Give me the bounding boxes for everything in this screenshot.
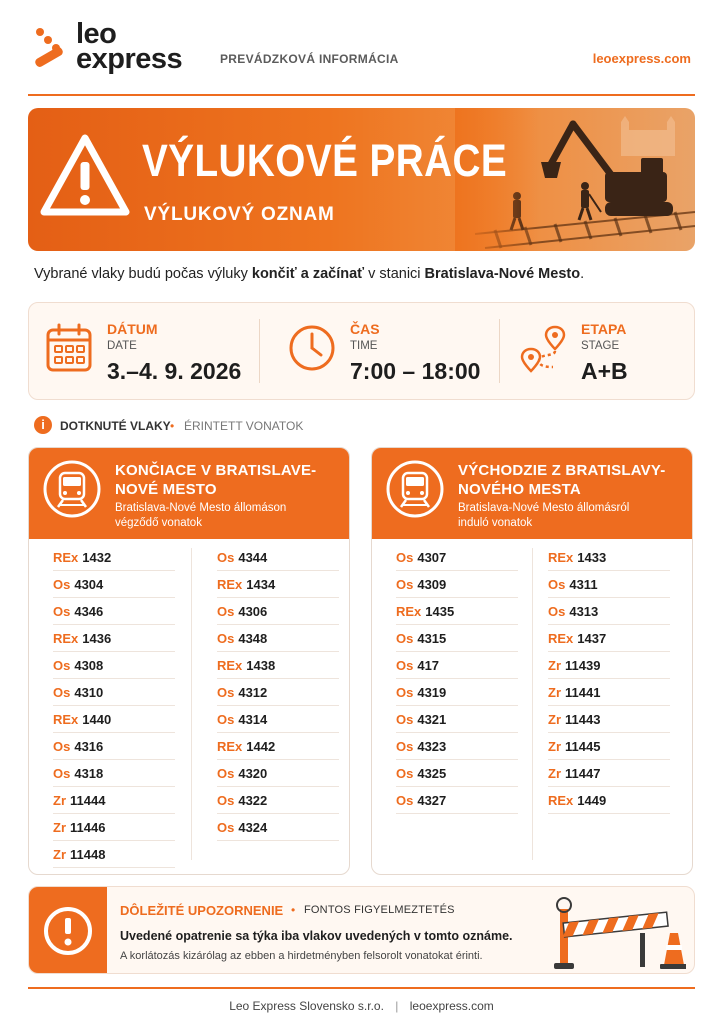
train-row (396, 679, 518, 706)
train-number: 4346 (74, 604, 104, 619)
info-icon: i (34, 416, 52, 434)
train-category: REx (396, 604, 422, 619)
affected-label-secondary: ÉRINTETT VONATOK (184, 419, 304, 433)
train-row (53, 760, 175, 787)
important-notice (28, 886, 695, 974)
date-sublabel: DATE (107, 340, 137, 352)
train-row (217, 706, 339, 733)
banner-subtitle: VÝLUKOVÝ OZNAM (144, 204, 335, 225)
notice-title-secondary: FONTOS FIGYELMEZTETÉS (304, 904, 455, 916)
train-row (53, 598, 175, 625)
train-column (53, 544, 175, 868)
intro-text: Vybrané vlaky budú počas výluky končiť a začínať v stanici Bratislava-Nové Mesto. (34, 266, 585, 282)
train-row (396, 787, 518, 814)
train-row (396, 625, 518, 652)
train-column (396, 544, 518, 814)
train-number: 1440 (82, 712, 112, 727)
banner-title: VÝLUKOVÉ PRÁCE (142, 135, 508, 186)
train-category: REx (548, 631, 574, 646)
header-label: PREVÁDZKOVÁ INFORMÁCIA (220, 52, 399, 66)
panel-header (29, 448, 349, 539)
train-row (548, 787, 670, 814)
train-number: 4327 (417, 793, 447, 808)
train-category: Zr (548, 685, 561, 700)
train-category: REx (548, 550, 574, 565)
time-sublabel: TIME (350, 340, 378, 352)
train-row (217, 814, 339, 841)
footer-separator: | (395, 999, 399, 1013)
train-row (548, 760, 670, 787)
traffic-cone-icon (660, 933, 686, 969)
train-number: 4318 (74, 766, 104, 781)
train-number: 11445 (565, 739, 601, 754)
panel-subtitle: Bratislava-Nové Mesto állomásról induló vonatok (458, 502, 630, 529)
train-number: 4315 (417, 631, 447, 646)
train-row (396, 733, 518, 760)
bullet-separator: • (170, 419, 175, 433)
date-value: 3.–4. 9. 2026 (107, 358, 242, 384)
clock-icon (288, 323, 336, 373)
starting-trains-panel (371, 447, 693, 875)
train-row (548, 652, 670, 679)
train-row (217, 733, 339, 760)
train-row (548, 733, 670, 760)
train-number: 1442 (246, 739, 276, 754)
train-row (217, 571, 339, 598)
train-category: REx (548, 793, 574, 808)
train-icon (43, 460, 101, 518)
train-category: Os (217, 631, 235, 646)
stage-label: ETAPA (581, 321, 627, 337)
divider (499, 319, 500, 383)
train-number: 1449 (577, 793, 607, 808)
train-category: Os (396, 793, 414, 808)
time-label: ČAS (350, 321, 380, 337)
train-row (396, 760, 518, 787)
train-category: REx (53, 712, 79, 727)
info-time (272, 303, 494, 399)
info-card (28, 302, 695, 400)
train-number: 4309 (417, 577, 447, 592)
train-column (217, 544, 339, 841)
train-row (53, 841, 175, 868)
train-category: Zr (548, 712, 561, 727)
train-row (217, 598, 339, 625)
train-number: 1432 (82, 550, 112, 565)
train-category: Os (217, 550, 235, 565)
panel-title: VÝCHODZIE Z BRATISLAVY- NOVÉHO MESTA (458, 462, 666, 498)
train-number: 4324 (238, 820, 268, 835)
calendar-icon (45, 323, 93, 373)
notice-icon-block (29, 887, 107, 973)
footer (28, 987, 695, 1013)
train-number: 11441 (565, 685, 601, 700)
hero-banner (28, 108, 695, 251)
train-row (548, 625, 670, 652)
train-category: Zr (53, 820, 66, 835)
train-row (396, 652, 518, 679)
time-value: 7:00 – 18:00 (350, 358, 481, 384)
train-number: 11446 (70, 820, 106, 835)
train-number: 1434 (246, 577, 276, 592)
train-number: 4344 (238, 550, 268, 565)
alert-icon (29, 887, 107, 974)
train-category: Zr (548, 739, 561, 754)
panel-subtitle: Bratislava-Nové Mesto állomáson végződő vonatok (115, 502, 287, 529)
notice-body-secondary: A korlátozás kizárólag az ebben a hirdetményben felsorolt vonatokat érinti. (120, 950, 483, 962)
train-category: REx (53, 631, 79, 646)
train-category: Os (217, 820, 235, 835)
train-row (53, 787, 175, 814)
affected-label: DOTKNUTÉ VLAKY (60, 419, 171, 433)
train-number: 11443 (565, 712, 601, 727)
train-number: 4310 (74, 685, 104, 700)
train-row (53, 571, 175, 598)
train-number: 4319 (417, 685, 447, 700)
train-row (53, 652, 175, 679)
train-category: Os (53, 766, 71, 781)
train-category: Os (217, 685, 235, 700)
train-category: Os (548, 577, 566, 592)
train-number: 4312 (238, 685, 268, 700)
stage-value: A+B (581, 358, 628, 384)
train-number: 4325 (417, 766, 447, 781)
train-number: 4323 (417, 739, 447, 754)
train-row (217, 760, 339, 787)
train-category: Os (217, 604, 235, 619)
train-category: Os (53, 685, 71, 700)
train-category: Os (53, 604, 71, 619)
train-row (217, 544, 339, 571)
train-row (53, 733, 175, 760)
train-category: REx (217, 739, 243, 754)
train-category: Os (53, 577, 71, 592)
train-number: 11439 (565, 658, 601, 673)
train-number: 4307 (417, 550, 447, 565)
train-row (53, 625, 175, 652)
train-category: Os (396, 577, 414, 592)
train-number: 1437 (577, 631, 607, 646)
column-divider (191, 548, 192, 860)
footer-website-link[interactable]: leoexpress.com (409, 999, 494, 1013)
train-row (217, 625, 339, 652)
train-category: REx (217, 658, 243, 673)
info-stage (503, 303, 693, 399)
train-row (548, 706, 670, 733)
train-category: Os (396, 766, 414, 781)
column-divider (532, 548, 533, 860)
train-number: 1435 (425, 604, 455, 619)
train-number: 4316 (74, 739, 104, 754)
train-category: Os (396, 631, 414, 646)
ending-trains-panel (28, 447, 350, 875)
train-category: REx (217, 577, 243, 592)
train-category: REx (53, 550, 79, 565)
header (28, 18, 695, 96)
train-number: 4311 (569, 577, 598, 592)
leo-express-logo[interactable] (32, 18, 192, 82)
panel-title: KONČIACE V BRATISLAVE- NOVÉ MESTO (115, 462, 317, 498)
train-category: Os (396, 658, 414, 673)
train-category: Os (53, 658, 71, 673)
train-row (53, 544, 175, 571)
train-row (396, 571, 518, 598)
train-category: Zr (548, 658, 561, 673)
header-website-link[interactable]: leoexpress.com (592, 51, 691, 66)
train-row (548, 598, 670, 625)
train-row (396, 544, 518, 571)
train-number: 4313 (569, 604, 599, 619)
stage-sublabel: STAGE (581, 340, 620, 352)
train-number: 11448 (70, 847, 106, 862)
bullet-separator: • (291, 903, 296, 917)
train-number: 4304 (74, 577, 104, 592)
date-label: DÁTUM (107, 321, 158, 337)
train-icon (386, 460, 444, 518)
train-category: Os (548, 604, 566, 619)
route-pin-icon (519, 323, 567, 373)
train-row (548, 571, 670, 598)
train-number: 4314 (238, 712, 268, 727)
train-number: 4321 (417, 712, 447, 727)
train-number: 11447 (565, 766, 601, 781)
train-number: 1438 (246, 658, 276, 673)
train-column (548, 544, 670, 814)
train-category: Os (396, 685, 414, 700)
train-category: Os (217, 712, 235, 727)
train-row (548, 679, 670, 706)
notice-title: DÔLEŽITÉ UPOZORNENIE (120, 903, 284, 918)
train-row (396, 706, 518, 733)
train-number: 1436 (82, 631, 112, 646)
train-number: 4322 (238, 793, 268, 808)
barrier-icon (546, 893, 686, 971)
panel-header (372, 448, 692, 539)
train-category: Zr (53, 847, 66, 862)
train-row (53, 814, 175, 841)
footer-company: Leo Express Slovensko s.r.o. (229, 999, 384, 1013)
train-category: Os (53, 739, 71, 754)
train-number: 4320 (238, 766, 268, 781)
train-category: Os (396, 712, 414, 727)
train-number: 1433 (577, 550, 607, 565)
train-row (548, 544, 670, 571)
train-row (396, 598, 518, 625)
train-row (217, 652, 339, 679)
train-row (217, 679, 339, 706)
train-category: Zr (548, 766, 561, 781)
train-row (53, 706, 175, 733)
train-category: Os (217, 793, 235, 808)
train-category: Os (217, 766, 235, 781)
train-row (217, 787, 339, 814)
train-number: 417 (417, 658, 440, 673)
warning-triangle-icon (40, 132, 130, 222)
divider (259, 319, 260, 383)
logo-text: leo express (76, 18, 183, 75)
train-category: Zr (53, 793, 66, 808)
train-number: 11444 (70, 793, 106, 808)
train-number: 4306 (238, 604, 268, 619)
train-row (53, 679, 175, 706)
train-number: 4348 (238, 631, 268, 646)
train-category: Os (396, 550, 414, 565)
info-date (29, 303, 251, 399)
train-category: Os (396, 739, 414, 754)
train-number: 4308 (74, 658, 104, 673)
notice-body: Uvedené opatrenie sa týka iba vlakov uvedených v tomto oznáme. (120, 929, 513, 943)
